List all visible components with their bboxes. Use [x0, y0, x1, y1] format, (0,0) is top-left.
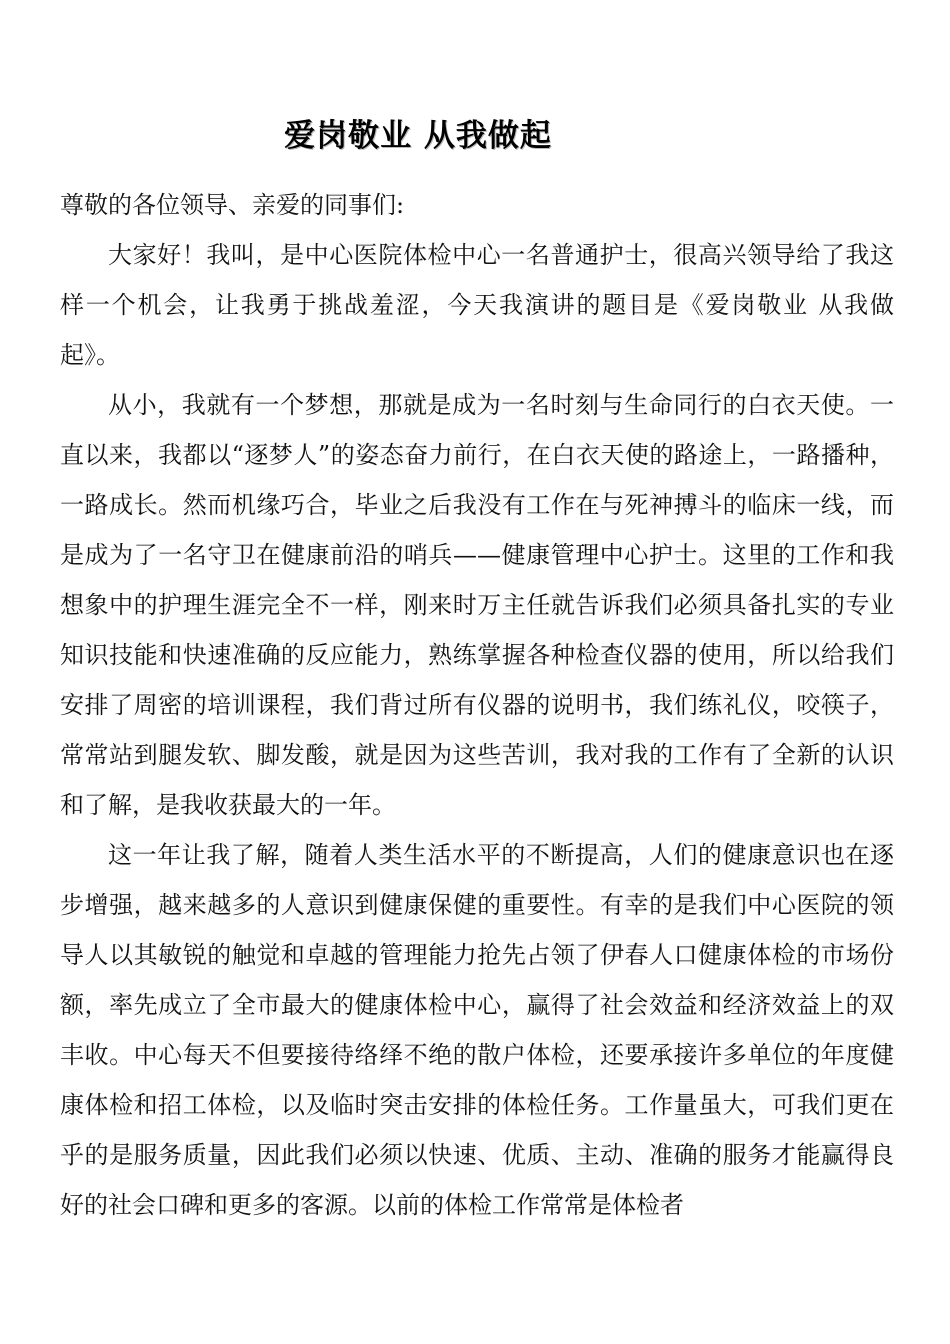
document-body [60, 180, 894, 1230]
paragraph-greeting: 大家好！我叫，是中心医院体检中心一名普通护士，很高兴领导给了我这样一个机会，让我勇于挑战羞涩，今天我演讲的题目是《爱岗敬业 从我做起》。 [60, 241, 894, 369]
paragraph-work: 这一年让我了解，随着人类生活水平的不断提高，人们的健康意识也在逐步增强，越来越多的人意识到健康保健的重要性。有幸的是我们中心医院的领导人以其敏锐的触觉和卓越的管理能力抢先占领了伊春人口健康体检的市场份额，率先成立了全市最大的健康体检中心，赢得了社会效益和经济效益上的双丰收。中心每天不但要接待络绎不绝的散户体检，还要承接许多单位的年度健康体检和招工体检，以及临时突击安排的体检任务。工作量虽大，可我们更在乎的是服务质量，因此我们必须以快速、优质、主动、准确的服务才能赢得良好的社会口碑和更多的客源。以前的体检工作常常是体检者 [60, 841, 894, 1219]
document-title: 爱岗敬业 从我做起 [284, 118, 552, 154]
salutation: 尊敬的各位领导、亲爱的同事们: [60, 191, 405, 219]
paragraph-dream: 从小，我就有一个梦想，那就是成为一名时刻与生命同行的白衣天使。一直以来，我都以“逐梦人”的姿态奋力前行，在白衣天使的路途上，一路播种，一路成长。然而机缘巧合，毕业之后我没有工作在与死神搏斗的临床一线，而是成为了一名守卫在健康前沿的哨兵——健康管理中心护士。这里的工作和我想象中的护理生涯完全不一样，刚来时万主任就告诉我们必须具备扎实的专业知识技能和快速准确的反应能力，熟练掌握各种检查仪器的使用，所以给我们安排了周密的培训课程，我们背过所有仪器的说明书，我们练礼仪，咬筷子，常常站到腿发软、脚发酸，就是因为这些苦训，我对我的工作有了全新的认识和了解，是我收获最大的一年。 [60, 391, 894, 819]
